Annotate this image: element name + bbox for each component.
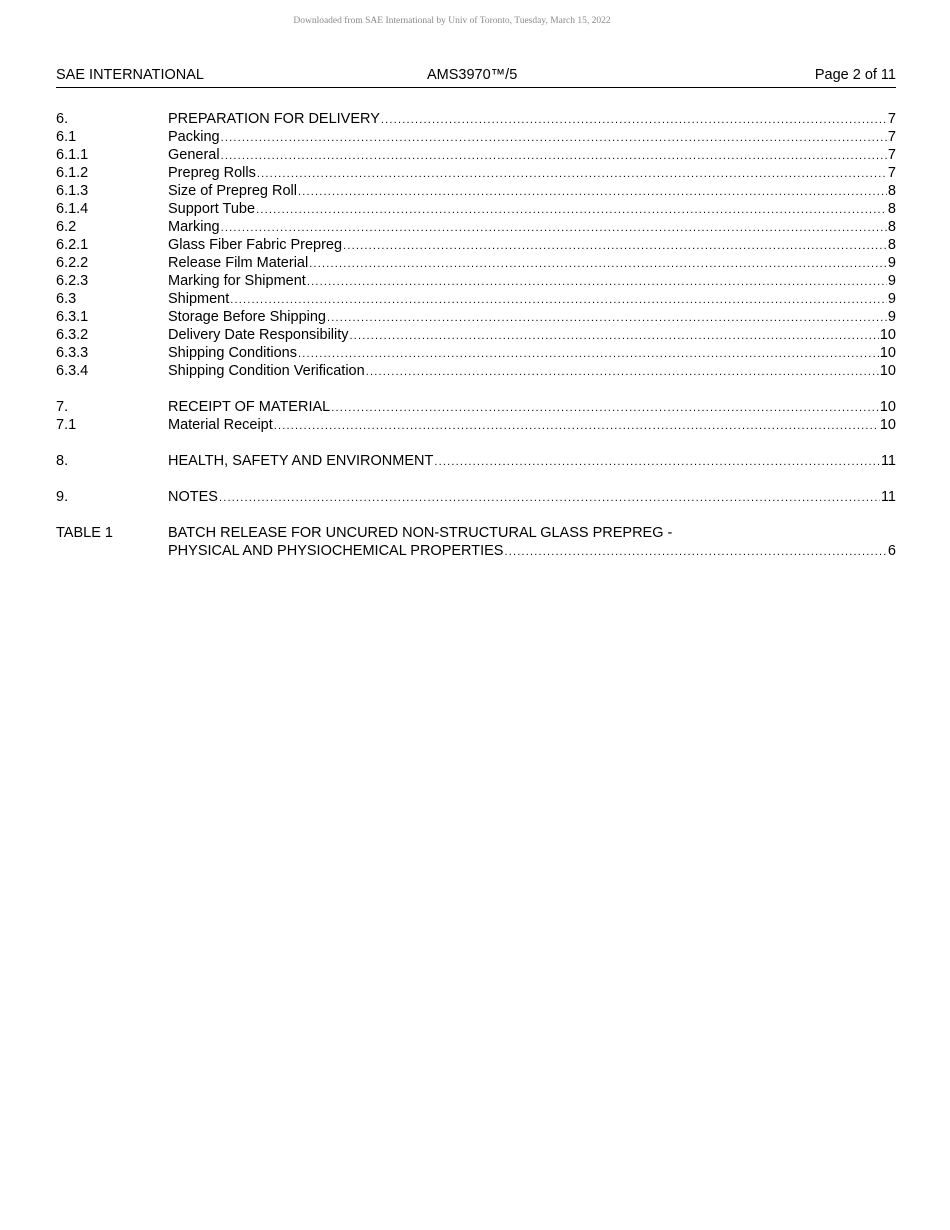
toc-leader-dots: [381, 111, 887, 129]
toc-entry-page: 6: [887, 543, 896, 559]
toc-entry-page: 9: [887, 255, 896, 271]
toc-entry-title: PREPARATION FOR DELIVERY: [168, 111, 380, 127]
toc-leader-dots: [309, 255, 887, 273]
toc-entry-number: 6.2: [56, 219, 77, 235]
toc-entry-title: General: [168, 147, 220, 163]
toc-entry-number: 6.1.3: [56, 183, 89, 199]
toc-entry-page: 10: [879, 327, 896, 343]
toc-entry-title: Size of Prepreg Roll: [168, 183, 297, 199]
toc-leader-dots: [256, 201, 887, 219]
toc-entry-number: 6.3: [56, 291, 77, 307]
toc-entry-title: Glass Fiber Fabric Prepreg: [168, 237, 343, 253]
toc-leader-dots: [221, 147, 887, 165]
toc-leader-dots: [274, 417, 879, 435]
toc-entry-page: 8: [887, 237, 896, 253]
toc-entry-page: 9: [887, 309, 896, 325]
toc-entry-page: 8: [887, 219, 896, 235]
toc-table-entry-continued: [56, 542, 896, 560]
toc-entry-title: HEALTH, SAFETY AND ENVIRONMENT: [168, 453, 434, 469]
toc-entry: [56, 182, 896, 200]
header-document-number: AMS3970™/5: [427, 67, 518, 83]
toc-leader-dots: [221, 219, 887, 237]
toc-entry: [56, 164, 896, 182]
toc-entry: [56, 290, 896, 308]
header-page-number: Page 2 of 11: [814, 67, 896, 83]
toc-leader-dots: [257, 165, 887, 183]
toc-entry-page: 9: [887, 291, 896, 307]
toc-leader-dots: [219, 489, 880, 507]
toc-entry-number: 6.3.4: [56, 363, 89, 379]
toc-entry-number: 6.1: [56, 129, 77, 145]
toc-entry-title: Prepreg Rolls: [168, 165, 256, 181]
header-organization: SAE INTERNATIONAL: [56, 67, 204, 83]
toc-entry-title: Shipping Conditions: [168, 345, 297, 361]
toc-leader-dots: [221, 129, 887, 147]
toc-entry-number: 6.2.1: [56, 237, 89, 253]
toc-entry-title: Packing: [168, 129, 220, 145]
toc-entry-number: 6.1.4: [56, 201, 89, 217]
toc-entry-number: 6.3.3: [56, 345, 89, 361]
toc-entry: [56, 254, 896, 272]
toc-entry-title: Marking: [168, 219, 220, 235]
toc-entry: [56, 236, 896, 254]
toc-entry-number: 9.: [56, 489, 69, 505]
toc-entry-number: TABLE 1: [56, 525, 113, 541]
toc-entry-title: Storage Before Shipping: [168, 309, 326, 325]
toc-entry-page: 7: [887, 147, 896, 163]
table-of-contents: [56, 110, 896, 560]
toc-entry: [56, 452, 896, 470]
toc-entry-title: Shipping Condition Verification: [168, 363, 365, 379]
toc-entry-number: 6.2.3: [56, 273, 89, 289]
toc-leader-dots: [343, 237, 887, 255]
toc-entry-page: 11: [880, 453, 896, 469]
toc-leader-dots: [366, 363, 879, 381]
toc-entry-page: 11: [880, 489, 896, 505]
toc-entry-number: 6.: [56, 111, 69, 127]
toc-entry: [56, 200, 896, 218]
toc-entry: [56, 326, 896, 344]
toc-entry-title: Shipment: [168, 291, 230, 307]
download-watermark: Downloaded from SAE International by Univ of Toronto, Tuesday, March 15, 2022: [293, 16, 611, 26]
toc-entry-page: 7: [887, 165, 896, 181]
toc-entry: [56, 218, 896, 236]
toc-leader-dots: [350, 327, 879, 345]
toc-entry-page: 10: [879, 417, 896, 433]
toc-entry-title: RECEIPT OF MATERIAL: [168, 399, 331, 415]
toc-entry-page: 7: [887, 111, 896, 127]
toc-entry: [56, 362, 896, 380]
toc-entry: [56, 110, 896, 128]
toc-entry: [56, 488, 896, 506]
toc-entry-page: 10: [879, 399, 896, 415]
toc-entry-page: 10: [879, 345, 896, 361]
toc-entry-page: 8: [887, 201, 896, 217]
toc-leader-dots: [331, 399, 879, 417]
toc-entry: [56, 398, 896, 416]
toc-entry-number: 6.1.1: [56, 147, 89, 163]
toc-entry-number: 6.1.2: [56, 165, 89, 181]
toc-leader-dots: [307, 273, 887, 291]
toc-entry-page: 10: [879, 363, 896, 379]
toc-entry-title: BATCH RELEASE FOR UNCURED NON-STRUCTURAL GLASS PREPREG -: [168, 525, 673, 541]
toc-leader-dots: [298, 345, 879, 363]
toc-entry-title: NOTES: [168, 489, 218, 505]
toc-entry-title: Support Tube: [168, 201, 256, 217]
toc-entry: [56, 416, 896, 434]
toc-entry-number: 7.1: [56, 417, 77, 433]
toc-entry-title: Delivery Date Responsibility: [168, 327, 349, 343]
toc-entry-number: 8.: [56, 453, 69, 469]
toc-entry: [56, 344, 896, 362]
toc-leader-dots: [504, 543, 886, 561]
toc-entry-page: 8: [887, 183, 896, 199]
toc-entry: [56, 128, 896, 146]
toc-table-entry: [56, 524, 896, 542]
toc-leader-dots: [230, 291, 887, 309]
toc-entry-title: Material Receipt: [168, 417, 273, 433]
toc-entry-number: 6.3.2: [56, 327, 89, 343]
toc-entry-page: 9: [887, 273, 896, 289]
toc-entry-title: Release Film Material: [168, 255, 309, 271]
toc-leader-dots: [327, 309, 887, 327]
toc-entry: [56, 272, 896, 290]
toc-entry-number: 7.: [56, 399, 69, 415]
toc-entry-title-continued: PHYSICAL AND PHYSIOCHEMICAL PROPERTIES: [168, 543, 504, 559]
toc-entry-title: Marking for Shipment: [168, 273, 306, 289]
toc-entry: [56, 146, 896, 164]
toc-entry-number: 6.2.2: [56, 255, 89, 271]
toc-leader-dots: [434, 453, 880, 471]
page-header: [56, 67, 896, 88]
toc-entry-number: 6.3.1: [56, 309, 89, 325]
toc-entry: [56, 308, 896, 326]
toc-entry-page: 7: [887, 129, 896, 145]
toc-leader-dots: [298, 183, 887, 201]
